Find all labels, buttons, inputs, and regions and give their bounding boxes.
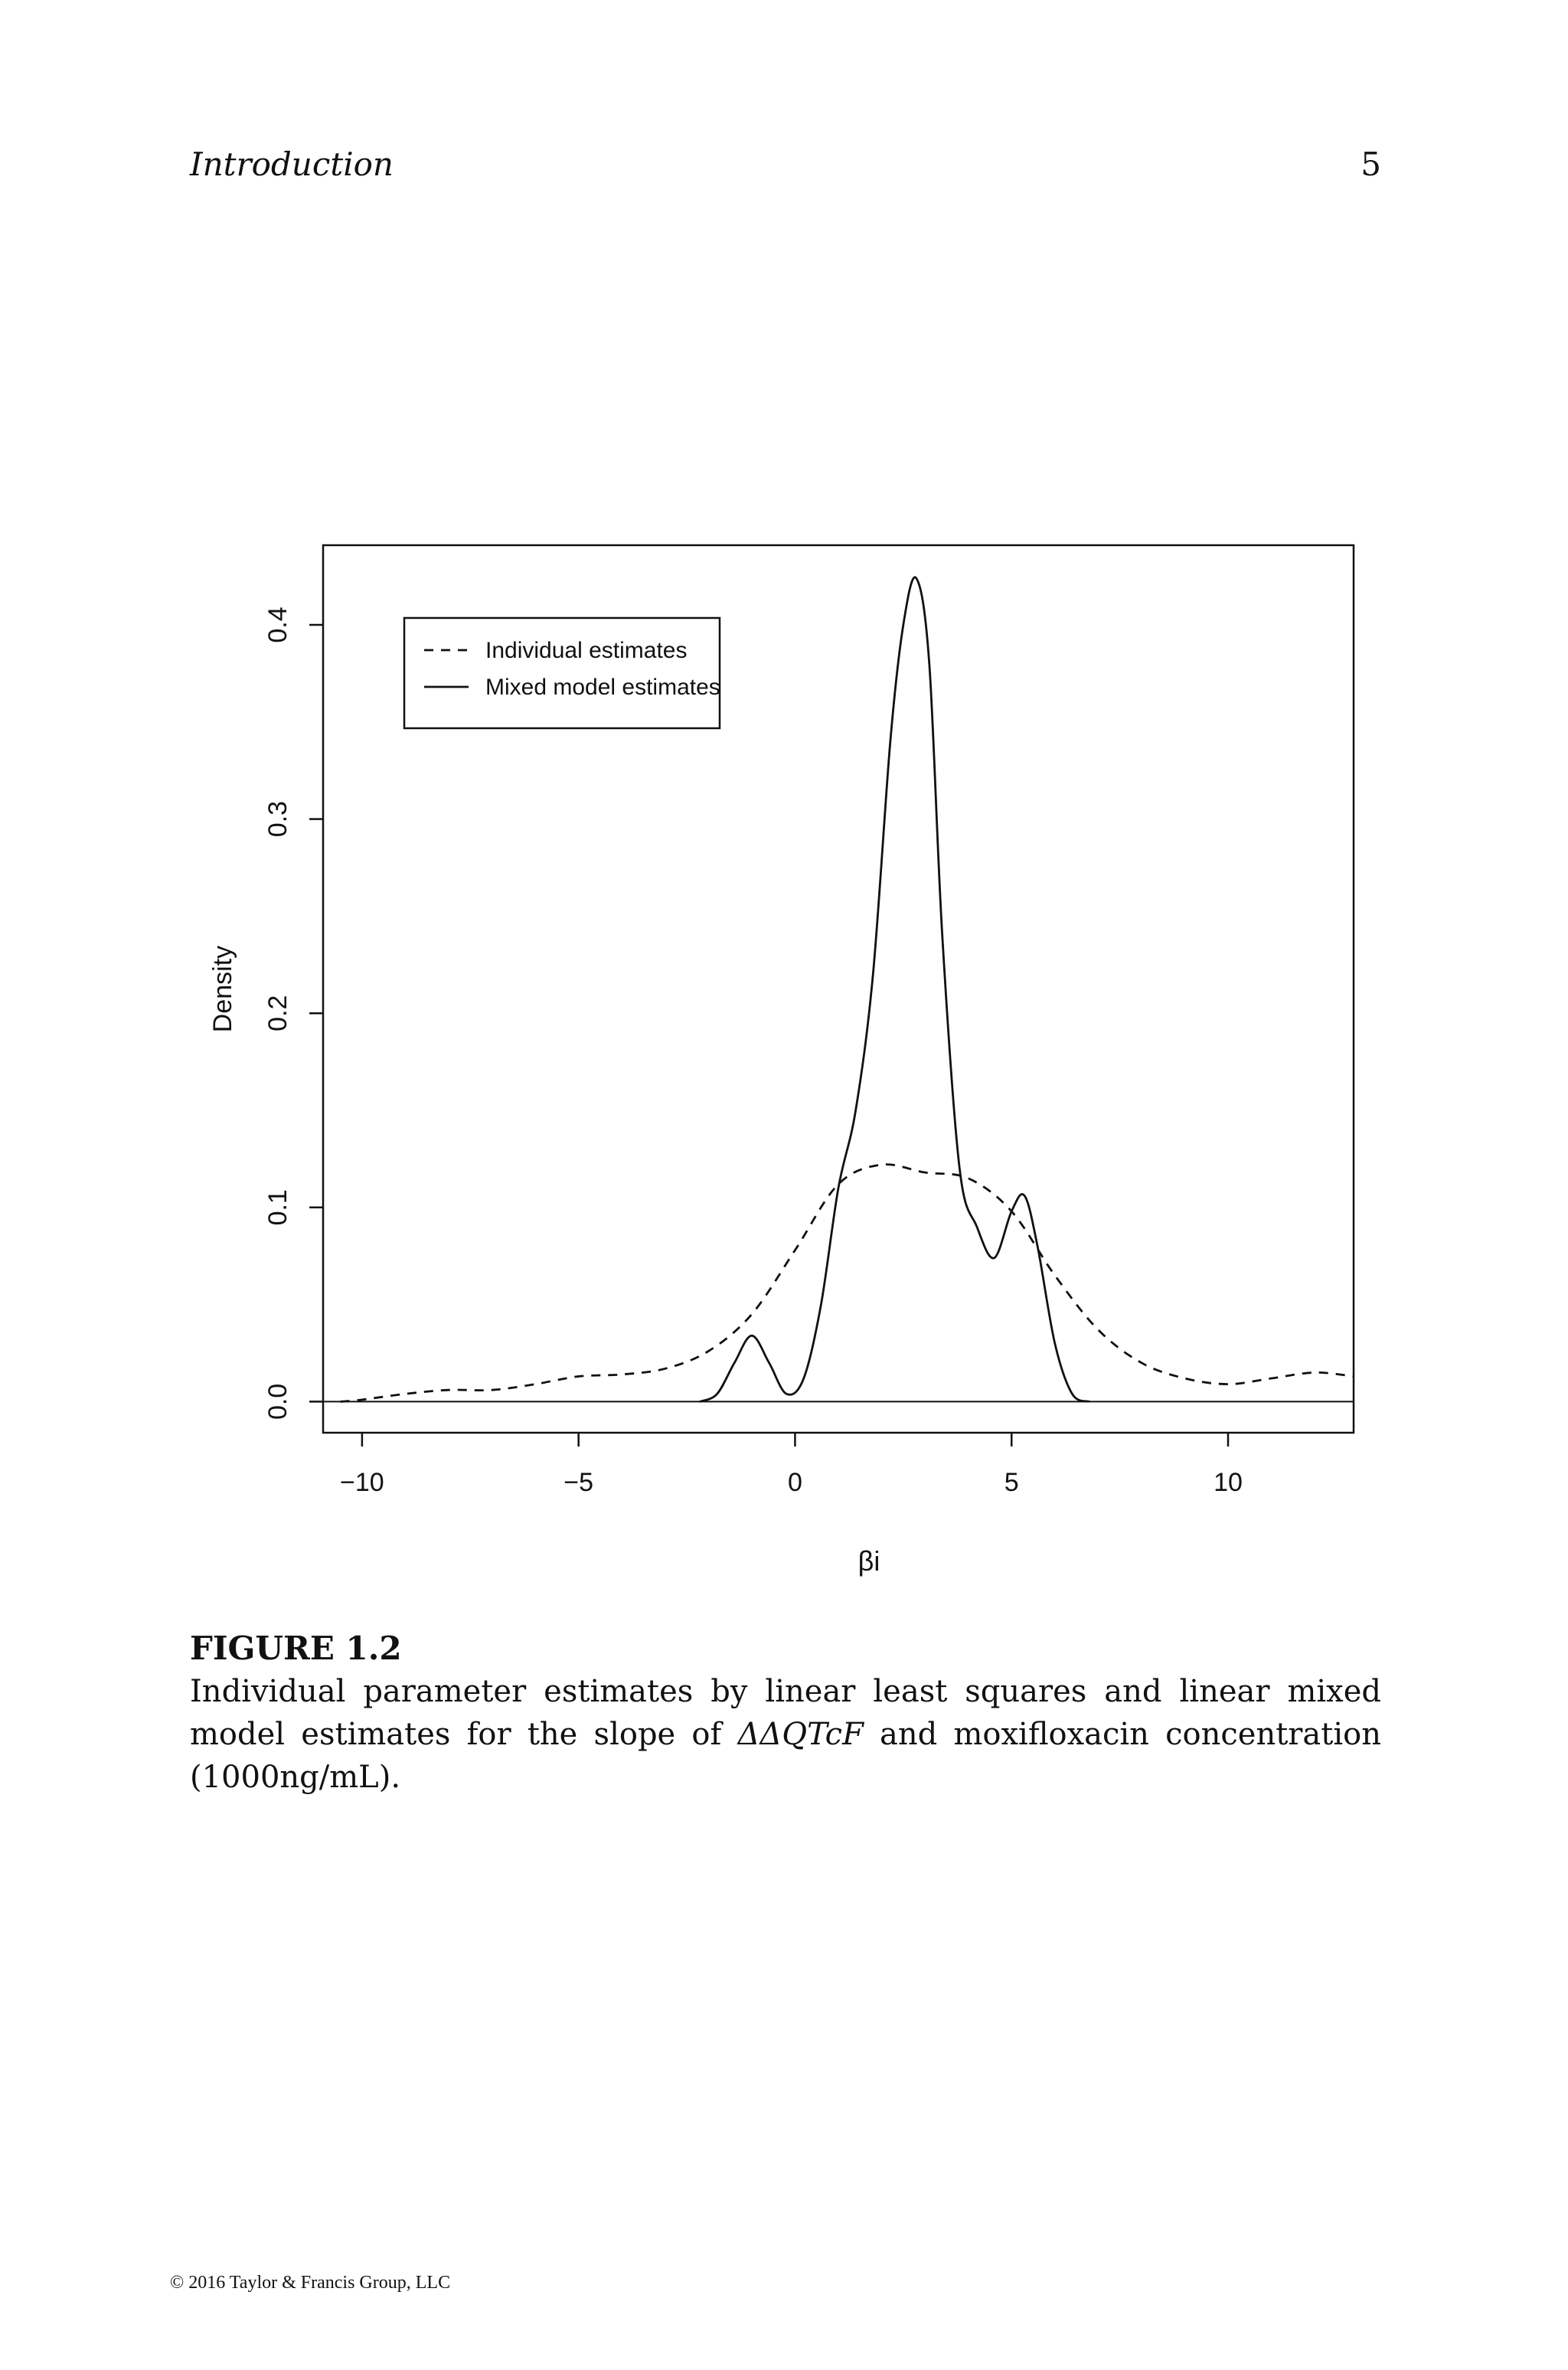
caption-math: ΔΔQTcF xyxy=(737,1717,864,1752)
running-head-title: Introduction xyxy=(190,145,394,183)
running-head xyxy=(190,145,1381,191)
y-axis-label: Density xyxy=(208,945,237,1033)
caption-part-1: Individual parameter estimates by linear least squares and linear mixed model estimates for the slope of xyxy=(190,1674,1381,1752)
copyright-notice: © 2016 Taylor & Francis Group, LLC xyxy=(170,2273,451,2293)
y-tick-label: 0.2 xyxy=(263,995,292,1031)
figure-label: FIGURE 1.2 xyxy=(190,1630,402,1667)
density-chart-svg xyxy=(176,536,1401,1608)
caption-part-2: and moxifloxacin concentration (1000ng/mL). xyxy=(190,1717,1381,1795)
density-chart xyxy=(176,536,1401,1608)
page-number: 5 xyxy=(1361,145,1381,183)
y-tick-label: 0.0 xyxy=(263,1383,292,1420)
figure-caption-text xyxy=(190,1670,1381,1799)
legend-box xyxy=(404,618,720,728)
y-tick-label: 0.1 xyxy=(263,1189,292,1226)
y-tick-label: 0.4 xyxy=(263,606,292,643)
x-axis-label: βi xyxy=(858,1545,880,1577)
x-tick-label: 5 xyxy=(1004,1468,1019,1497)
x-tick-label: 10 xyxy=(1214,1468,1243,1497)
x-tick-label: 0 xyxy=(787,1468,802,1497)
individual-estimates-line xyxy=(341,1165,1354,1402)
x-tick-label: −10 xyxy=(340,1468,384,1497)
figure-caption xyxy=(190,1627,1381,1799)
y-tick-label: 0.3 xyxy=(263,800,292,838)
legend-entry: Individual estimates xyxy=(485,638,688,663)
x-tick-label: −5 xyxy=(564,1468,594,1497)
mixed-model-line xyxy=(700,577,1089,1402)
legend-entry: Mixed model estimates xyxy=(485,675,720,700)
